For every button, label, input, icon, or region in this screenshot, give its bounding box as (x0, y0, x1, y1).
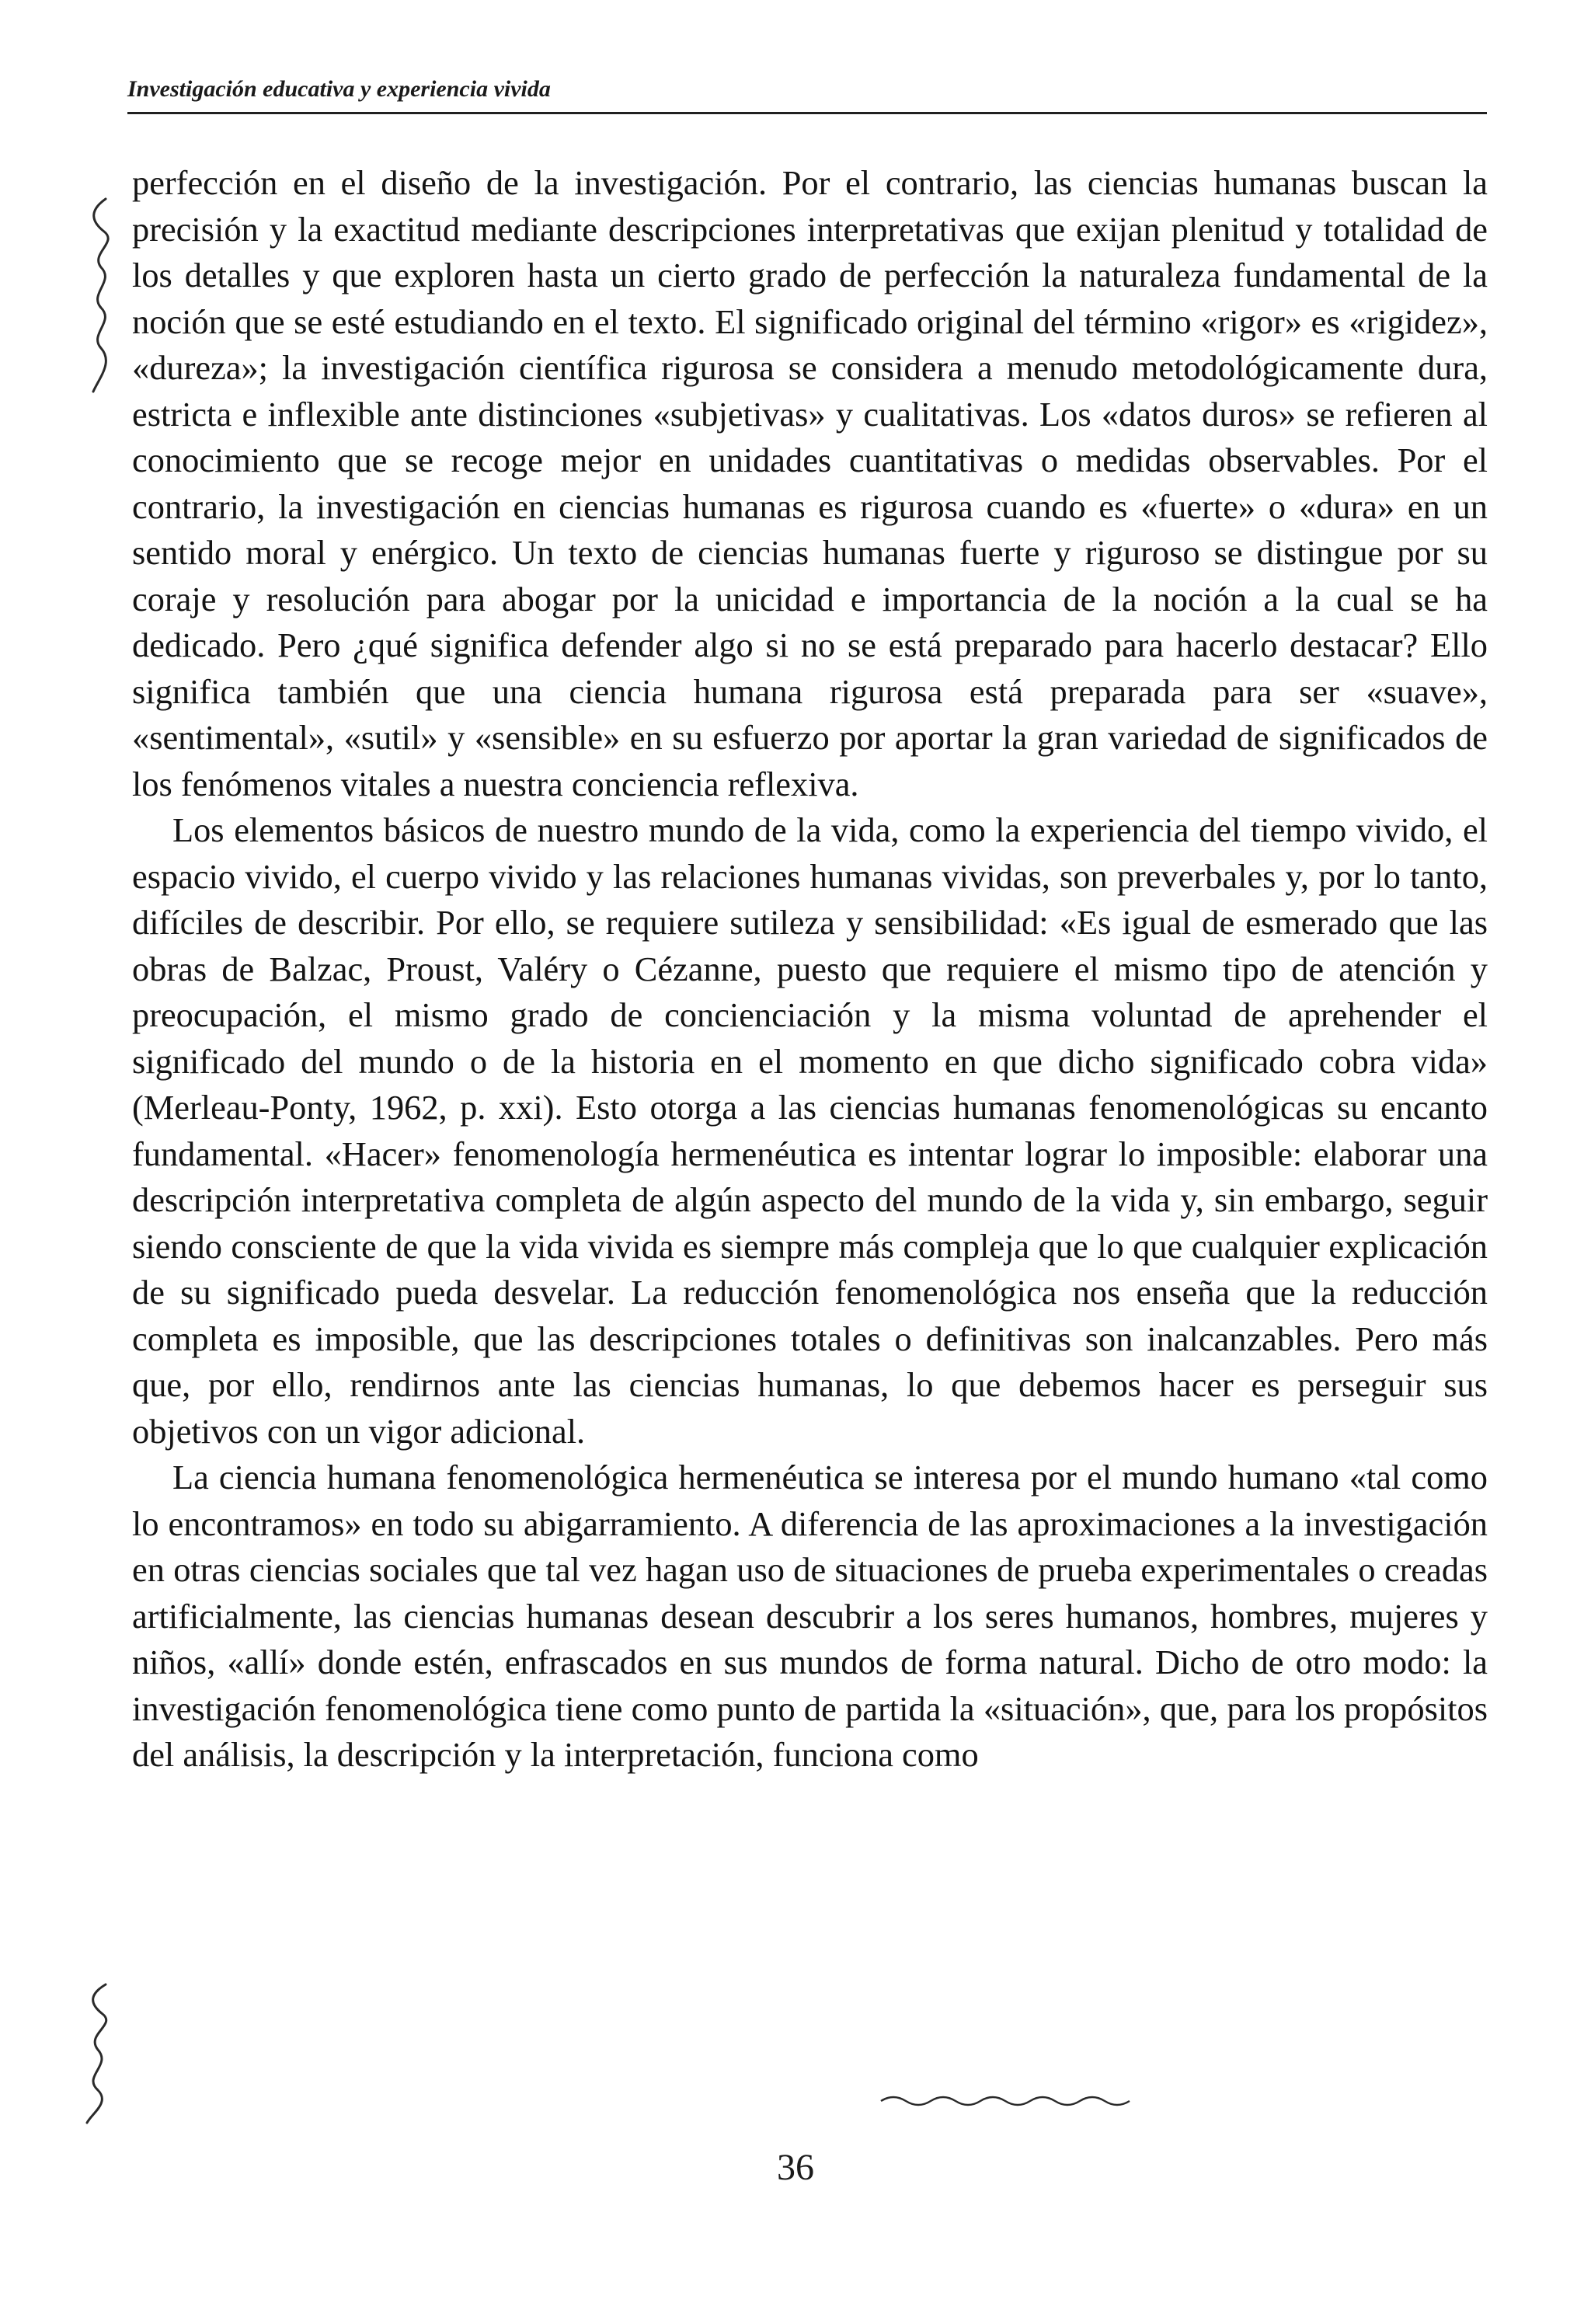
margin-wavy-mark-top (84, 194, 123, 396)
page-number: 36 (777, 2147, 814, 2188)
body-text (132, 160, 1488, 1779)
paragraph-1: perfección en el diseño de la investigación. Por el contrario, las ciencias humanas buscan la precisión y la exactitud mediante descripciones interpretativas que exijan plenitud y totalidad de los detalles y que exploren hasta un cierto grado de perfección la naturaleza fundamental de la noción que se esté estudiando en el texto. El significado original del término «rigor» es «rigidez», «dureza»; la investigación científica rigurosa se considera a menudo metodológicamente dura, estricta e inflexible ante distinciones «subjetivas» y cualitativas. Los «datos duros» se refieren al conocimiento que se recoge mejor en unidades cuantitativas o medidas observables. Por el contrario, la investigación en ciencias humanas es rigurosa cuando es «fuerte» o «dura» en un sentido moral y enérgico. Un texto de ciencias humanas fuerte y riguroso se distingue por su coraje y resolución para abogar por la unicidad e importancia de la noción a la cual se ha dedicado. Pero ¿qué significa defender algo si no se está preparado para hacerlo destacar? Ello significa también que una ciencia humana rigurosa está preparada para ser «suave», «sentimental», «sutil» y «sensible» en su esfuerzo por aportar la gran variedad de significados de los fenómenos vitales a nuestra conciencia reflexiva. (132, 163, 1488, 803)
running-header: Investigación educativa y experiencia vivida (127, 76, 551, 102)
paragraph-3: La ciencia humana fenomenológica hermenéutica se interesa por el mundo humano «tal como lo encontramos» en todo su abigarramiento. A diferencia de las aproximaciones a la investigación en otras ciencias sociales que tal vez hagan uso de situaciones de prueba experimentales o creadas artificialmente, las ciencias humanas desean descubrir a los seres humanos, hombres, mujeres y niños, «allí» donde estén, enfrascados en sus mundos de forma natural. Dicho de otro modo: la investigación fenomenológica tiene como punto de partida la «situación», que, para los propósitos del análisis, la descripción y la interpretación, funciona como (132, 1458, 1488, 1774)
paragraph-2: Los elementos básicos de nuestro mundo de la vida, como la experiencia del tiempo vivido, el espacio vivido, el cuerpo vivido y las relaciones humanas vividas, son preverbales y, por lo tanto, difíciles de describir. Por ello, se requiere sutileza y sensibilidad: «Es igual de esmerado que las obras de Balzac, Proust, Valéry o Cézanne, puesto que requiere el mismo tipo de atención y preocupación, el mismo grado de concienciación y la misma voluntad de aprehender el significado del mundo o de la historia en el momento en que dicho significado cobra vida» (Merleau-Ponty, 1962, p. xxi). Esto otorga a las ciencias humanas fenomenológicas su encanto fundamental. «Hacer» fenomenología hermenéutica es intentar lograr lo imposible: elaborar una descripción interpretativa completa de algún aspecto del mundo de la vida y, sin embargo, seguir siendo consciente de que la vida vivida es siempre más compleja que lo que cualquier explicación de su significado pueda desvelar. La reducción fenomenológica nos enseña que la reducción completa es imposible, que las descripciones totales o definitivas son inalcanzables. Pero más que, por ello, rendirnos ante las ciencias humanas, lo que debemos hacer es perseguir sus objetivos con un vigor adicional. (132, 810, 1488, 1451)
margin-wavy-mark-bottom (75, 1980, 121, 2127)
handwritten-underline (878, 2092, 1142, 2109)
header-rule (127, 112, 1487, 114)
